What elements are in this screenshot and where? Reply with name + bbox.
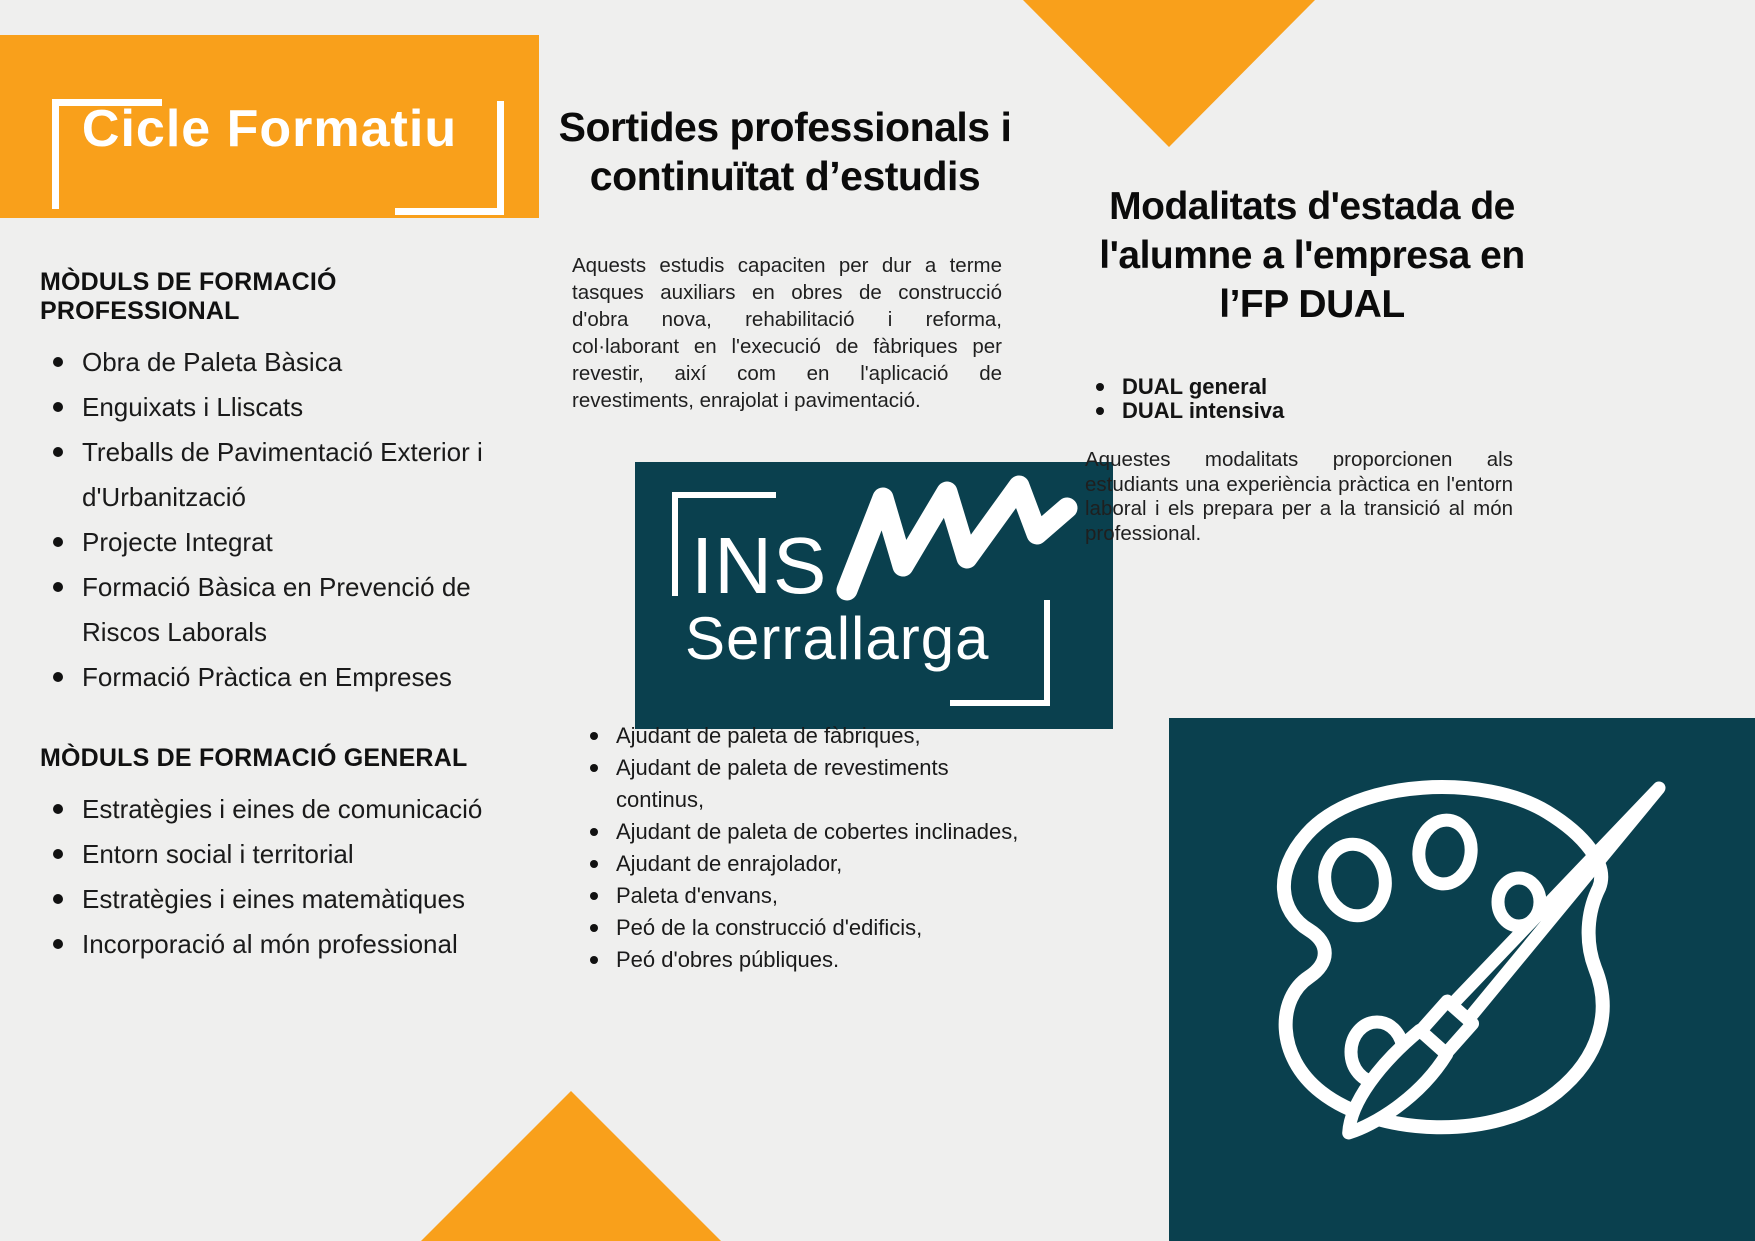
modules-column <box>40 268 520 967</box>
list-item: Enguixats i Lliscats <box>40 385 520 430</box>
job-outcomes-list <box>582 720 1032 976</box>
general-modules-list <box>40 787 520 967</box>
list-item: Estratègies i eines matemàtiques <box>40 877 520 922</box>
logo-bracket-bottom-right-horizontal <box>950 700 1050 706</box>
list-item: Projecte Integrat <box>40 520 520 565</box>
logo-text-serrallarga: Serrallarga <box>685 605 990 672</box>
bottom-triangle-decoration <box>421 1091 721 1241</box>
logo-bracket-top-left-horizontal <box>672 492 776 498</box>
palette-image-box <box>1169 718 1755 1241</box>
list-item: Ajudant de paleta de fàbriques, <box>582 720 1032 752</box>
list-item: Paleta d'envans, <box>582 880 1032 912</box>
list-item: Formació Pràctica en Empreses <box>40 655 520 700</box>
painter-palette-icon <box>1227 760 1697 1200</box>
list-item: Ajudant de paleta de cobertes inclinades, <box>582 816 1032 848</box>
logo-text-ins: INS <box>691 521 828 610</box>
fp-dual-description: Aquestes modalitats proporcionen als estudiants una experiència pràctica en l'entorn laboral i els prepara per a la transició al món professional. <box>1085 448 1513 545</box>
list-item: Treballs de Pavimentació Exterior i d'Urbanització <box>40 430 520 520</box>
list-item: Estratègies i eines de comunicació <box>40 787 520 832</box>
list-item: Peó de la construcció d'edificis, <box>582 912 1032 944</box>
list-item: Entorn social i territorial <box>40 832 520 877</box>
professional-modules-heading: MÒDULS DE FORMACIÓ PROFESSIONAL <box>40 268 337 325</box>
list-item: Formació Bàsica en Prevenció de Riscos Laborals <box>40 565 520 655</box>
careers-heading: Sortides professionals i continuïtat d’estudis <box>558 104 1012 199</box>
page-title: Cicle Formatiu <box>81 99 458 158</box>
list-item: Ajudant de paleta de revestiments continus, <box>582 752 1032 816</box>
dual-modalities-list <box>1090 375 1510 423</box>
list-item: Ajudant de enrajolador, <box>582 848 1032 880</box>
list-item: Obra de Paleta Bàsica <box>40 340 520 385</box>
list-item: Peó d'obres públiques. <box>582 944 1032 976</box>
fp-dual-heading: Modalitats d'estada de l'alumne a l'empresa en l’FP DUAL <box>1099 185 1525 326</box>
title-banner <box>0 35 539 218</box>
logo-bracket-top-left-vertical <box>672 492 678 596</box>
careers-intro-paragraph: Aquests estudis capaciten per dur a terme tasques auxiliars en obres de construcció d'obra nova, rehabilitació i reforma, col·laborant en l'execució de fàbriques per revestir, així com en l'aplicació de revestiments, enrajolat i pavimentació. <box>572 254 1002 412</box>
top-triangle-decoration <box>1023 0 1315 147</box>
serrallarga-logo-mark-icon <box>831 468 1096 618</box>
general-modules-heading: MÒDULS DE FORMACIÓ GENERAL <box>40 744 468 772</box>
professional-modules-list <box>40 340 520 700</box>
list-item: DUAL intensiva <box>1090 399 1510 423</box>
school-logo-box <box>635 462 1113 729</box>
list-item: Incorporació al món professional <box>40 922 520 967</box>
list-item: DUAL general <box>1090 375 1510 399</box>
